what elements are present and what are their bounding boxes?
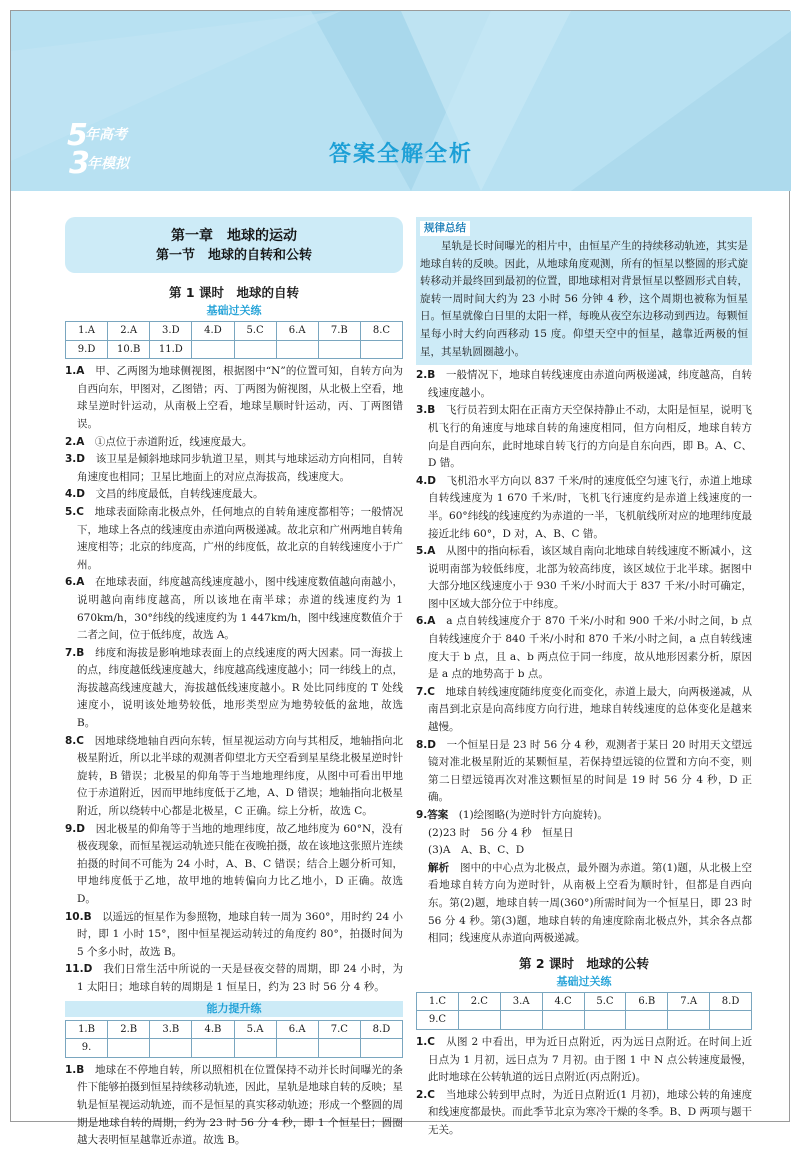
answer-cell: 2.C [458, 992, 500, 1011]
q9-analysis [416, 860, 752, 948]
answer-cell: 8.D [710, 992, 752, 1011]
section-title: 第一节 地球的自转和公转 [155, 248, 312, 263]
answer-table [65, 1020, 403, 1058]
answer-table [65, 321, 403, 359]
answer-row [66, 1020, 403, 1039]
summary-label: 规律总结 [420, 221, 470, 236]
explanation-item [65, 961, 403, 996]
answer-cell: 5.A [234, 1020, 276, 1039]
summary-text: 星轨是长时间曝光的相片中，由恒星产生的持续移动轨迹，其实是地球自转的反映。因此，从地球角度观测，所有的恒星以整圆的形式旋转移动并最终回到最初的位置，即地球相对背景恒星以整圆形式自转，旋转一周时间大约为 23 小时 56 分钟 4 秒，这个周期也被称为恒星日。恒星就像白日里的太阳一样，每晚从夜空东边移动到西边。每颗恒星每小时大约向西移动 15 度。仰望天空中的恒星，越靠近两极的恒星，其星轨圆圈越小。 [420, 240, 748, 358]
q9-answer-2: (2)23 时 56 分 4 秒 恒星日 [428, 826, 574, 839]
item-text: a 点自转线速度介于 870 千米/小时和 900 千米/小时之间，b 点自转线速度介于 840 千米/小时和 870 千米/小时之间，a 点自转线速度大于 b 点，且 a、b 两点位于同一纬度，故从地形因素分析，原因是 a 点的地势高于 b 点。 [428, 615, 753, 681]
item-number: 6.A [416, 615, 436, 628]
header-banner [11, 11, 791, 191]
explanation-item [65, 451, 403, 486]
item-text: 文昌的纬度最低，自转线速度最大。 [95, 488, 264, 501]
answer-cell [234, 1039, 276, 1058]
answer-cell [108, 1039, 150, 1058]
explanation-item [416, 367, 752, 402]
answer-cell [500, 1011, 542, 1030]
answer-cell: 2.B [108, 1020, 150, 1039]
answer-cell: 1.B [66, 1020, 108, 1039]
section-tag: 能力提升练 [65, 1001, 403, 1017]
logo-number-3: 3 [69, 146, 90, 181]
item-text: 在地球表面，纬度越高线速度越小，图中线速度数值越向南越小，说明越向南纬度越高，所以该地在南半球；赤道的线速度约为 1 670km/h，30°纬线的线速度约为 1 447km/h，图中线速度数值介于二者之间，位于低纬度，故选 A。 [77, 576, 404, 642]
item-text: 地球自转线速度随纬度变化而变化，赤道上最大，向两极递减，从南昌到北京是向高纬度方向行进，地球自转线速度的总体变化是越来越慢。 [428, 685, 753, 734]
answer-row [417, 992, 752, 1011]
item-text: 飞行员若到太阳在正南方天空保持静止不动，太阳是恒星，说明飞机飞行的角速度与地球自转的角速度相同，但方向相反，地球自转方向是自西向东，此时地球自转飞行的方向是自东向西，即 B。A、C、D 错。 [428, 404, 753, 470]
answer-cell: 6.B [626, 992, 668, 1011]
answer-row [66, 1039, 403, 1058]
explanation-item [416, 737, 752, 807]
answer-cell [626, 1011, 668, 1030]
summary-box [416, 217, 752, 365]
explanation-item [65, 909, 403, 962]
answer-cell [360, 1039, 402, 1058]
answer-cell: 4.B [192, 1020, 234, 1039]
item-text: 甲、乙两图为地球侧视图，根据图中“N”的位置可知，自转方向为自西向东，甲图对，乙图错；丙、丁两图为俯视图，从北极上空看，地球呈逆时针运动，从南极上空看，地球呈顺时针运动，丙、丁两图错误。 [77, 365, 403, 430]
item-number: 1.A [65, 365, 85, 378]
explanation-item [65, 486, 403, 504]
item-number: 3.B [416, 404, 436, 417]
item-number: 8.C [65, 734, 85, 747]
page-title: 答案全解全析 [328, 142, 473, 167]
answer-cell [318, 340, 360, 359]
analysis-label: 解析 [428, 861, 450, 874]
item-text: 从图 2 中看出，甲为近日点附近，丙为远日点附近。在时间上近日点为 1 月初，远日点为 7 月初。由于图 1 中 N 点公转速度最慢，此时地球在公转轨道的远日点附近(丙点附近)。 [428, 1035, 753, 1084]
explanation-item [65, 574, 403, 644]
answer-cell: 7.C [318, 1020, 360, 1039]
answer-cell: 10.B [108, 340, 150, 359]
explanation-item [65, 645, 403, 733]
explanation-item [65, 821, 403, 909]
explanation-item [65, 733, 403, 821]
item-number: 2.C [416, 1088, 436, 1101]
answer-cell: 11.D [150, 340, 192, 359]
answer-cell: 2.A [108, 322, 150, 341]
item-number: 9.D [65, 822, 86, 835]
logo-number-5: 5 [67, 118, 88, 153]
item-text: ①点位于赤道附近，线速度最大。 [94, 435, 253, 448]
explanation-item [416, 473, 752, 543]
answer-cell [192, 1039, 234, 1058]
answer-row [66, 322, 403, 341]
answer-cell: 5.C [234, 322, 276, 341]
answer-cell: 6.A [276, 1020, 318, 1039]
logo-text-1: 年高考 [85, 127, 127, 143]
explanation-item [65, 504, 403, 574]
question-9-answer [416, 807, 752, 948]
lesson1-explanations [65, 363, 403, 996]
answer-cell: 3.A [500, 992, 542, 1011]
explanation-item [416, 613, 752, 683]
answer-cell [150, 1039, 192, 1058]
answer-cell: 8.D [360, 1020, 402, 1039]
answer-cell [276, 340, 318, 359]
answer-cell [234, 340, 276, 359]
item-number: 4.D [416, 474, 437, 487]
answer-cell: 1.A [66, 322, 108, 341]
item-number: 1.C [416, 1035, 436, 1048]
explanation-item [416, 684, 752, 737]
answer-cell [192, 340, 234, 359]
item-text: 纬度和海拔是影响地球表面上的点线速度的两大因素。同一海拔上的点，纬度越低线速度越大，纬度越高线速度越小；同一纬线上的点，海拔越高线速度越大，海拔越低线速度越小。R 处比同纬度的 T 处线速度小，说明该处地势较低，地形类型应为地势较低的盆地，故选 B。 [77, 646, 404, 730]
logo-text-2: 年模拟 [87, 156, 129, 172]
answer-cell [668, 1011, 710, 1030]
section-tag: 基础过关练 [206, 304, 262, 317]
analysis-text: 图中的中心点为北极点，最外圈为赤道。第(1)题，从北极上空看地球自转方向为逆时针，从南极上空看为顺时针，但都是自西向东。第(2)题，地球自转一周(360°)所需时间为一个恒星日，即 23 时 56 分 4 秒。第(3)题，地球自转的角速度除南北极点外，其余各点都相同；线速度从赤道向两极递减。 [428, 861, 753, 945]
answer-cell [276, 1039, 318, 1058]
answer-cell [458, 1011, 500, 1030]
answer-cell: 4.C [542, 992, 584, 1011]
answer-cell: 8.C [360, 322, 402, 341]
explanation-item [416, 402, 752, 472]
chapter-heading [65, 217, 403, 273]
answer-cell: 5.C [584, 992, 626, 1011]
item-number: 9.答案 [416, 809, 449, 821]
right-column [416, 217, 752, 1140]
q9-answer-1: (1)绘图略(为逆时针方向旋转)。 [458, 809, 608, 821]
item-number: 2.B [416, 369, 436, 382]
item-number: 8.D [416, 738, 437, 751]
explanation-item [416, 543, 752, 613]
answer-cell [318, 1039, 360, 1058]
item-number: 3.D [65, 453, 86, 466]
item-number: 2.A [65, 435, 85, 448]
item-text: 该卫星是倾斜地球同步轨道卫星，则其与地球运动方向相同，自转角速度也相同；卫星比地面上的对应点海拔高，线速度大。 [77, 453, 404, 483]
answer-cell: 3.B [150, 1020, 192, 1039]
item-text: 当地球公转到甲点时，为近日点附近(1 月初)，地球公转的角速度和线速度都最快。而此季节北京为寒冷干燥的冬季。B、D 两项与题干无关。 [428, 1088, 753, 1136]
chapter-title: 第一章 地球的运动 [171, 228, 297, 244]
item-text: 从图中的指向标看，该区域自南向北地球自转线速度不断减小，这说明南部为较低纬度，北部为较高纬度，该区域位于北半球。据图中大部分地区线速度小于 930 千米/小时而大于 837 千米/小时可确定，图中区域大部分位于中纬度。 [428, 545, 753, 610]
lesson-title: 第 1 课时 地球的自转 [169, 285, 299, 300]
item-text: 一个恒星日是 23 时 56 分 4 秒，观测者于某日 20 时用天文望远镜对准北极星附近的某颗恒星，若保持望远镜的位置和方向不变，则第二日望远镜再次对准这颗恒星的时间是 19 时 56 分 4 秒，D 正确。 [428, 738, 753, 804]
explanation-item [65, 1062, 403, 1150]
q9-answer-3: (3)A A、B、C、D [428, 844, 525, 857]
item-number: 4.D [65, 488, 86, 501]
section-tag: 基础过关练 [556, 974, 612, 988]
item-text: 地球表面除南北极点外，任何地点的自转角速度都相等；一般情况下，地球上各点的线速度由赤道向两极递减。故北京和广州两地自转角速度相等；北京的纬度高，广州的纬度低，故北京的自转线速度小于广州。 [77, 505, 403, 571]
answer-cell: 4.D [192, 322, 234, 341]
answer-cell [584, 1011, 626, 1030]
item-number: 5.A [416, 545, 436, 558]
answer-cell: 6.A [276, 322, 318, 341]
answer-cell: 9.D [66, 340, 108, 359]
explanation-item [65, 434, 403, 452]
answer-cell [360, 340, 402, 359]
answer-table [416, 992, 752, 1030]
answer-cell [710, 1011, 752, 1030]
explanation-item [416, 1087, 752, 1140]
item-number: 1.B [65, 1063, 85, 1076]
item-number: 6.A [65, 576, 85, 589]
item-text: 地球在不停地自转，所以照相机在位置保持不动并长时间曝光的条件下能够拍摄到恒星持续移动轨迹，因此，星轨是地球自转的反映；星轨是恒星视运动轨迹，而不是恒星的真实移动轨迹；形成一个整圆的周期是地球自转的周期，约为 23 时 56 分 4 秒，即 1 个恒星日；圆圈越大表明恒星越靠近赤道。故选 B。 [77, 1063, 404, 1147]
item-text: 因地球绕地轴自西向东转，恒星视运动方向与其相反，地轴指向北极星附近，所以北半球的观测者仰望北方天空看到星星绕北极星逆时针旋转，B 错误；北极星的仰角等于当地地理纬度，从图中可看出甲地位于赤道附近，因而甲地纬度低于乙地，A、D 错误；地轴指向北极星附近，所以绕转中心都是北极星，C 正确。综上分析，故选 C。 [77, 734, 403, 818]
page-frame [10, 10, 790, 1147]
item-number: 7.C [416, 685, 436, 698]
explanation-item [65, 363, 403, 433]
item-text: 以遥远的恒星作为参照物，地球自转一周为 360°，用时约 24 小时，即 1 小时 15°，图中恒星视运动转过的角度约 80°，拍摄时间为 5 个多小时，故选 B。 [77, 910, 403, 958]
item-text: 飞机沿水平方向以 837 千米/时的速度低空匀速飞行，赤道上地球自转线速度为 1 670 千米/时，飞机飞行速度约是赤道上线速度的一半。60°纬线的线速度约为赤道的一半，飞机航线所对应的地理纬度最接近北纬 60°，D 对，A、B、C 错。 [428, 474, 752, 540]
answer-cell: 7.A [668, 992, 710, 1011]
item-text: 一般情况下，地球自转线速度由赤道向两极递减，纬度越高，自转线速度越小。 [428, 369, 753, 399]
item-text: 因北极星的仰角等于当地的地理纬度，故乙地纬度为 60°N，没有极夜现象，而恒星视运动轨迹只能在夜晚拍摄，故在该地这张照片连续拍摄的时间不可能为 24 小时，A、B、C 错误；结合上题分析可知，甲地纬度低于乙地，故甲地的地转偏向力比乙地小，D 正确。故选 D。 [77, 822, 403, 905]
answer-row [66, 340, 403, 359]
lesson-title: 第 2 课时 地球的公转 [519, 955, 649, 971]
answer-cell [542, 1011, 584, 1030]
answer-row [417, 1011, 752, 1030]
item-number: 7.B [65, 646, 85, 659]
answer-cell: 9. [66, 1039, 108, 1058]
answer-cell: 9.C [417, 1011, 459, 1030]
left-column [65, 217, 403, 1150]
explanation-item [416, 1034, 752, 1087]
item-number: 10.B [65, 910, 92, 923]
item-text: 我们日常生活中所说的一天是昼夜交替的周期，即 24 小时，为 1 太阳日；地球自转的周期是 1 恒星日，约为 23 时 56 分 4 秒。 [77, 963, 403, 993]
item-number: 11.D [65, 963, 93, 976]
answer-cell: 3.D [150, 322, 192, 341]
q9-answer-line [416, 807, 752, 825]
answer-cell: 7.B [318, 322, 360, 341]
answer-cell: 1.C [417, 992, 459, 1011]
item-number: 5.C [65, 505, 85, 518]
